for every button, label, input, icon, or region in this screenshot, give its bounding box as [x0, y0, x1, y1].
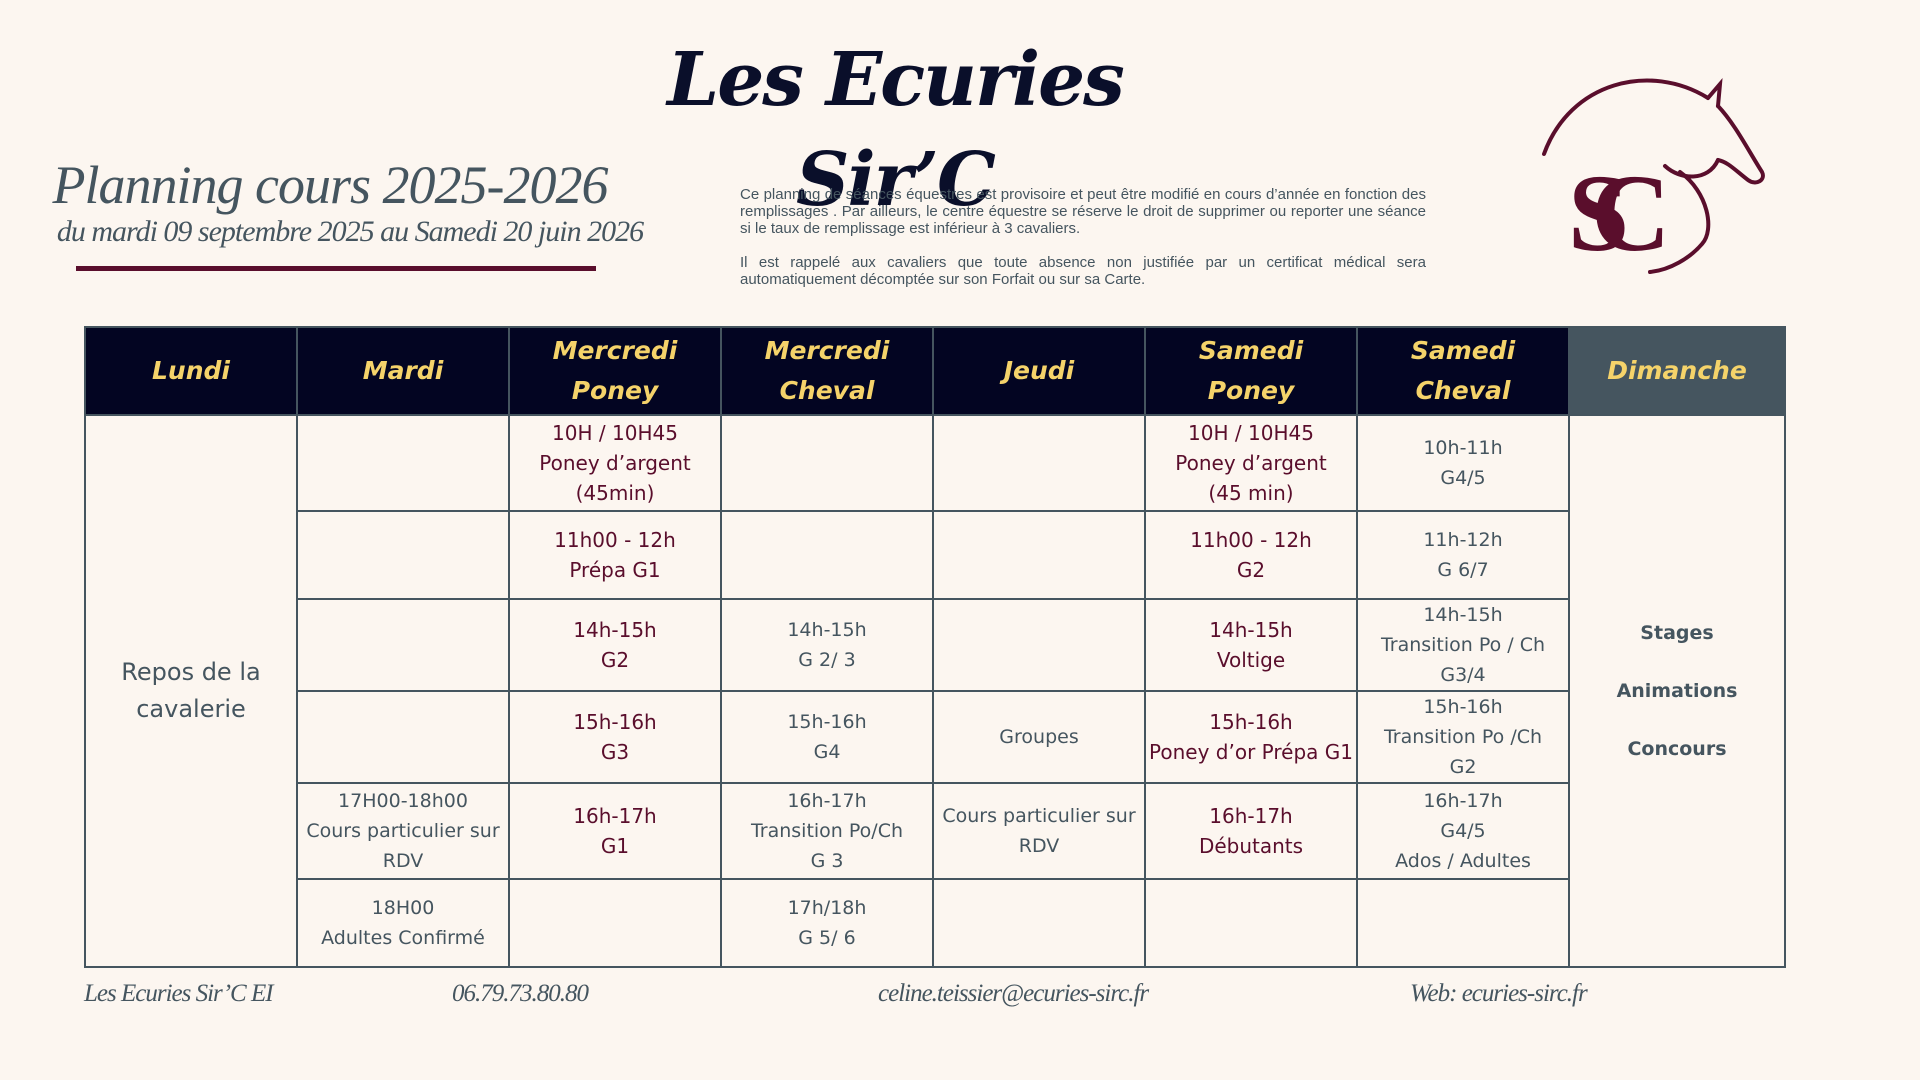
cell-line: Transition Po / Ch	[1380, 634, 1546, 656]
notice-paragraph-2: Il est rappelé aux cavaliers que toute absence non justifiée par un certificat médical sera automatiquement décomptée sur son Forfait ou sur sa Carte.	[740, 254, 1426, 288]
table-row	[85, 511, 1785, 599]
notice-text	[740, 186, 1426, 305]
cell-line: 15h-16h	[1209, 710, 1293, 734]
cell-line: 18H00	[371, 897, 435, 919]
cell-line: G1	[600, 834, 630, 858]
table-row	[85, 691, 1785, 783]
cell-line: Cours particulier sur	[306, 820, 500, 842]
cell-jeudi	[933, 415, 1145, 511]
horse-neck-curve	[1544, 81, 1708, 154]
logo-letters: SC	[1568, 152, 1633, 274]
cell-line: RDV	[382, 850, 424, 872]
cell-line: Prépa G1	[569, 558, 661, 582]
cell-line: 10H / 10H45	[1188, 421, 1314, 445]
header-row	[85, 327, 1785, 415]
cell-samedi-poney	[1145, 691, 1357, 783]
title-underline	[76, 266, 596, 271]
cell-line: G2	[600, 648, 630, 672]
cell-line: 14h-15h	[787, 619, 867, 641]
sunday-activity: Concours	[1627, 738, 1727, 760]
cell-line: G 2/ 3	[798, 649, 856, 671]
header-label: Mercredi	[552, 336, 678, 365]
cell-jeudi	[933, 879, 1145, 967]
planning-title: Planning cours 2025-2026	[52, 155, 608, 215]
cell-line: G3	[600, 740, 630, 764]
cell-mercredi-poney	[509, 783, 721, 879]
header-label: Mardi	[362, 356, 444, 385]
cell-line: Cours particulier sur	[942, 805, 1136, 827]
sunday-activity: Animations	[1616, 680, 1738, 702]
cell-line: Groupes	[999, 726, 1079, 748]
horse-ear	[1708, 84, 1720, 106]
header-mercredi-poney	[509, 327, 721, 415]
cell-line: G2	[1449, 756, 1477, 778]
cell-dimanche	[1569, 415, 1785, 967]
cell-line: 17H00-18h00	[338, 790, 468, 812]
cell-line: 14h-15h	[1423, 604, 1503, 626]
cell-line: (45 min)	[1208, 481, 1294, 505]
header-label: Cheval	[779, 376, 875, 405]
header-samedi-poney	[1145, 327, 1357, 415]
cell-line: 16h-17h	[1209, 804, 1293, 828]
cell-line: G4/5	[1440, 820, 1486, 842]
cell-jeudi	[933, 783, 1145, 879]
cell-line: Débutants	[1198, 834, 1304, 858]
cell-line: 11h00 - 12h	[554, 528, 676, 552]
footer-phone[interactable]: 06.79.73.80.80	[452, 980, 588, 1007]
cell-mercredi-poney	[509, 415, 721, 511]
header-label: Jeudi	[1003, 356, 1075, 385]
cell-mercredi-cheval	[721, 879, 933, 967]
header-label: Poney	[571, 376, 659, 405]
cell-mardi	[297, 691, 509, 783]
cell-mardi	[297, 599, 509, 691]
cell-samedi-poney	[1145, 783, 1357, 879]
header-dimanche	[1569, 327, 1785, 415]
cell-lundi-rest	[85, 415, 297, 967]
cell-mercredi-poney	[509, 879, 721, 967]
sunday-activity: Stages	[1640, 622, 1714, 644]
cell-line: Ados / Adultes	[1395, 850, 1531, 872]
cell-line: 14h-15h	[1209, 618, 1293, 642]
cell-line: 15h-16h	[787, 711, 867, 733]
cell-line: G2	[1236, 558, 1266, 582]
table-row	[85, 599, 1785, 691]
planning-dates: du mardi 09 septembre 2025 au Samedi 20 juin 2026	[56, 215, 644, 248]
cell-line: RDV	[1018, 835, 1060, 857]
cell-samedi-cheval	[1357, 879, 1569, 967]
header-label: Samedi	[1410, 336, 1516, 365]
cell-line: 10H / 10H45	[552, 421, 678, 445]
cell-jeudi	[933, 599, 1145, 691]
cell-line: Transition Po /Ch	[1383, 726, 1543, 748]
cell-samedi-cheval	[1357, 783, 1569, 879]
cell-line: 15h-16h	[573, 710, 657, 734]
cell-samedi-cheval	[1357, 415, 1569, 511]
cell-line: G 6/7	[1437, 559, 1489, 581]
cell-line: G 5/ 6	[798, 927, 856, 949]
header-jeudi	[933, 327, 1145, 415]
cell-samedi-poney	[1145, 599, 1357, 691]
cell-line: Voltige	[1216, 648, 1286, 672]
cell-jeudi	[933, 691, 1145, 783]
horse-logo-icon	[1530, 62, 1780, 282]
cell-line: 15h-16h	[1423, 696, 1503, 718]
cell-line: 16h-17h	[787, 790, 867, 812]
cell-line: G3/4	[1440, 664, 1486, 686]
cell-mercredi-cheval	[721, 415, 933, 511]
cell-mardi	[297, 783, 509, 879]
header-label: Dimanche	[1607, 356, 1747, 385]
cell-line: 16h-17h	[1423, 790, 1503, 812]
cell-samedi-cheval	[1357, 511, 1569, 599]
cell-line: 11h-12h	[1423, 529, 1503, 551]
cell-mardi	[297, 511, 509, 599]
cell-line: Transition Po/Ch	[750, 820, 904, 842]
cell-line: 11h00 - 12h	[1190, 528, 1312, 552]
cell-jeudi	[933, 511, 1145, 599]
cell-mercredi-cheval	[721, 511, 933, 599]
cell-line: Repos de la	[121, 658, 261, 686]
table-row	[85, 783, 1785, 879]
notice-paragraph-1: Ce planning de séances équestres est provisoire et peut être modifié en cours d’année en fonction des remplissages . Par ailleurs, le centre équestre se réserve le droit de supprimer ou reporter une séance si le taux de remplissage est inférieur à 3 cavaliers.	[740, 186, 1426, 237]
header-samedi-cheval	[1357, 327, 1569, 415]
table-row	[85, 879, 1785, 967]
cell-samedi-poney	[1145, 415, 1357, 511]
cell-mercredi-poney	[509, 691, 721, 783]
cell-line: G4/5	[1440, 467, 1486, 489]
footer-company: Les Ecuries Sir’C EI	[84, 980, 273, 1007]
cell-samedi-poney	[1145, 511, 1357, 599]
footer-email[interactable]: celine.teissier@ecuries-sirc.fr	[878, 980, 1149, 1007]
cell-line: G 3	[810, 850, 844, 872]
cell-line: 16h-17h	[573, 804, 657, 828]
cell-mercredi-cheval	[721, 783, 933, 879]
table-row	[85, 415, 1785, 511]
cell-line: 10h-11h	[1423, 437, 1503, 459]
cell-line: 17h/18h	[787, 897, 867, 919]
schedule-table	[84, 326, 1786, 968]
footer-web[interactable]: Web: ecuries-sirc.fr	[1410, 980, 1587, 1007]
header-label: Samedi	[1198, 336, 1304, 365]
header-mercredi-cheval	[721, 327, 933, 415]
cell-mardi	[297, 879, 509, 967]
cell-line: Poney d’or Prépa G1	[1149, 740, 1353, 764]
cell-line: (45min)	[575, 481, 655, 505]
header-label: Lundi	[152, 356, 230, 385]
cell-mercredi-poney	[509, 511, 721, 599]
horse-chest	[1650, 172, 1708, 272]
cell-samedi-cheval	[1357, 691, 1569, 783]
cell-mercredi-cheval	[721, 691, 933, 783]
cell-line: Adultes Confirmé	[321, 927, 485, 949]
cell-line: cavalerie	[136, 695, 246, 723]
cell-line: 14h-15h	[573, 618, 657, 642]
cell-line: Poney d’argent	[1175, 451, 1327, 475]
cell-samedi-cheval	[1357, 599, 1569, 691]
header-label: Mercredi	[764, 336, 890, 365]
header-mardi	[297, 327, 509, 415]
header-lundi	[85, 327, 297, 415]
cell-samedi-poney	[1145, 879, 1357, 967]
page-title: Les Ecuries Sir’C	[667, 37, 1123, 223]
cell-mercredi-cheval	[721, 599, 933, 691]
header-label: Cheval	[1415, 376, 1511, 405]
horse-head	[1718, 106, 1763, 182]
cell-mardi	[297, 415, 509, 511]
cell-mercredi-poney	[509, 599, 721, 691]
cell-line: G4	[813, 741, 841, 763]
horse-jaw	[1665, 160, 1718, 177]
cell-line: Poney d’argent	[539, 451, 691, 475]
header-label: Poney	[1207, 376, 1295, 405]
